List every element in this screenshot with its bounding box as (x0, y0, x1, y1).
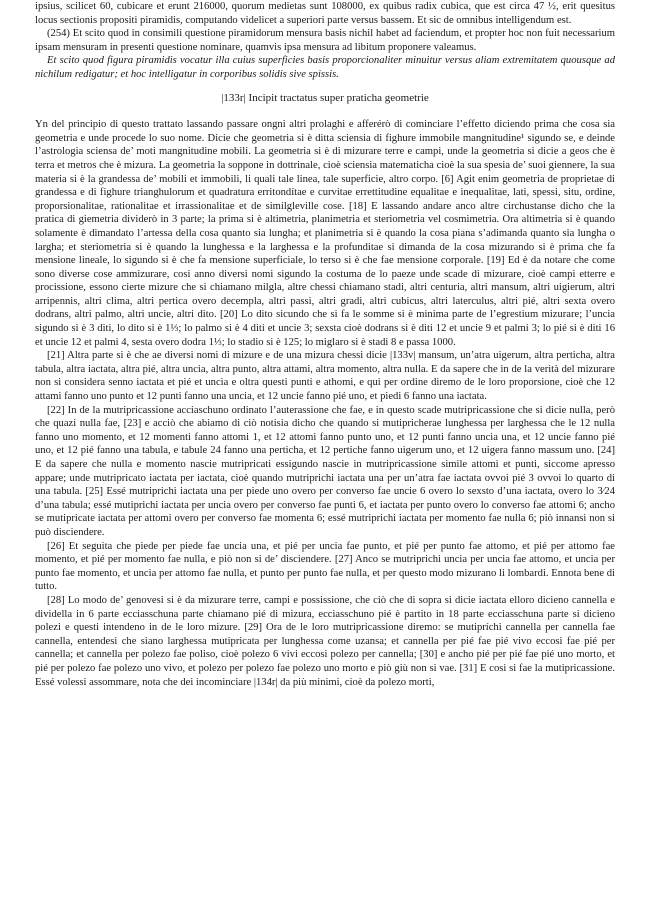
paragraph-26: [26] Et seguita che piede per piede fae uncia una, et pié per uncia fae punto, et pié per punto fae attomo, et pié per attomo fae momento, et pié per momento fae nulla, e piò non si de’ disciendere. [27] Anco se mutriprichi uncia per uncia fae attomo, et uncia per punto fae momento, et uncia per attomo fae nulla, et punto per punto fae nulla, et per questo modo mizurano li lombardi. Ennota bene di tutto. (35, 540, 615, 593)
paragraph-254: (254) Et scito quod in consimili questione piramidorum mensura basis nichil habet ad faciendum, et propter hoc non fuit necessarium ipsam mensuram in presenti questione nominare, quamvis ipsa mensura ad libitum proponere valeamus. (35, 28, 615, 53)
document-page (35, 0, 615, 689)
paragraph-intro: Yn del principio di questo trattato lassando passare ongni altri prolaghi e afferérò di cominciare l’effetto diciendo prima che cosa sia geometria e unde procede lo suo nome. Dicie che geometria si è ditta sciensia di fighure immobile mangnitudine¹ sigundo se, e deinde l’astrologia sciensa de’ moti mangnitudine mobili. La geometria si è di mizurare terre e campi, unde la geometria si dicie a geos che è terra et metros che è mizura. La geometria la soppone in dottrinale, cioè sciensia matematicha cioè la sua spesia de’ suoi giennere, la sua materia si è la grandessa de’ mobili et immobili, li quali tale linea, tale superficie, altro corpo. [6] Agit enim geometria de proprietae di grandessa e di fighure trianghulorum et quadratura erritondítae e curvitae errettitudine equalitae e inequalitae, lati, spessi, situ, ordine, proporsionalitae, rationalitae et irrassionalitae et de similgleville cose. [18] E lassando andare anco altre circhustanse dicho che la pratica di giemetria dividerò in 3 parte; la prima si è altimetria, planimetria et steriometria vel cosmimetria. Ora altimetria si è quando solamente è dimandato l’artessa della cosa quanto sia lungha; et planimetria si è quando la cosa piana s’adimanda quanto sia lungha o largha; et steriometria si è quando la lunghessa e la larghessa e la profunditae si dimanda de la cosa mizurando si è prima che fa mensione lineale, lo sigundo si è che fa mensione superficiale, lo terso si è che fae mensione corporale. [19] Ed è da notare che come sono diverse cose ammizurare, cosi anno diversi nomi sigundo la costuma de lo paeze unde scade di mizurare, cioè campi etterre e procissione, essono cierte mizure che si chiamano milgla, altre chessi chiamano stadi, altri centuria, altri mansum, altri uigierum, altri arripennis, altri clima, altri pertica overo decempla, altri passi, altri gradi, altri cubicus, altri laterculus, altri pié, altri sexta overo dodrans, altri palmo, altri uncie, altri dito. [20] Lo dito sicundo che si fa le somme si è minima parte de l’egrestium mizurare; l’uncia sigundo si è 3 diti, lo dito si è 1⅓; lo palmo si è 4 diti et uncie 3; sexsta cioè dodrans si è diti 12 et uncie 9 et palmi 3; lo pié si è diti 16 et uncie 12 et palmi 4, sesta overo dodra 1⅓; lo stadio si è 125; lo miglaro si è stadi 8 e passa 1000. (35, 119, 615, 348)
paragraph-1: ipsius, scilicet 60, cubicare et erunt 216000, quorum medietas sunt 108000, ex quibus radix cubica, que est circa 47 ½, erit quesitus locus sectionis propositi piramidis, computando videlicet a superiori parte versus bassem. Et sic de omnibus intelligendum est. (35, 1, 615, 26)
italic-note: Et scito quod figura piramidis vocatur illa cuius superficies basis proporcionaliter minuitur versus aliam extremitatem quousque ad nichilum redigatur; et hoc intelligatur in corporibus solidis sive spissis. (35, 55, 615, 80)
section-heading: |133r| Incipit tractatus super praticha geometrie (221, 91, 429, 104)
paragraph-28: [28] Lo modo de’ genovesi si è da mizurare terre, campi e possissione, che ciò che di sopra si dicie iactata elloro dicieno cannella e dividella in 6 parte ecciasschuna parte chiamano pié di mizura, ecciasschuno pié è partito in 18 parte ecciasschuna parte si dicieno polezi e questi intendeno in de le loro mizure. [29] Ora de le loro mutripricassione diremo: se mutipríchi cannella per cannella fae cannella, entendesi che siano larghessa mutipricata per lunghessa come uzansa; et cannella per pié fae pié vivo eccosi fae pié per cannella; et cannella per polezo fae poliso, cioè polezo 6 vivi eccosi polezo per cannella; [30] e ancho pié per pié fae pié uno morto, et pié per polezo fae polezo uno vivo, et polezo per polezo fae polezo uno morto e piò giù non si vae. [31] E cosi si fae la mutipricassione. Essé volessi assommare, nota che dei incominciare |134r| da più minimi, cioè da polezo morti, (35, 594, 615, 688)
paragraph-21: [21] Altra parte si è che ae diversi nomi di mizure e de una mizura chessi dicie |133v| mansum, un’atra uigerum, altra perticha, altra tabula, altra iactata, altra pié, altra uncia, altra punto, altra attami, altra momento, altra nulla. E da sapere che in de la verità del mizurare non si considera senno iactata et pié et uncia e oltra questi punti e athomi, e qui per ordine diremo de le loro proporsione, cioè che 12 attami fanno uno punto et 12 punti fanno una uncia, et 12 uncie fanno pié uno, et piedi 6 fanno una iactata. (35, 350, 615, 403)
paragraph-22: [22] In de la mutripricassione acciaschuno ordinato l’auterassione che fae, e in questo scade mutripricassione che si dicie nulla, però che quazi nulla fae, [23] e acciò che abiamo di ciò notisia dicho che quando si mutipricherae lunghessa per larghessa che le 12 nulla fanno uno momento, et 12 momenti fanno attomi 1, et 12 attomi fanno punto uno, et 12 punti fanno uncia una, et 12 uncie fanno pié uno, et 12 pié fanno una tabula, e tabule 24 fanno una perticha, et 12 pertiche fanno uigerum uno, et 12 uigera fanno massum uno. [24] E da sapere che nulla e momento nascie mutripricati essigundo nascie in mutripricassione simile attomi et punti, siccome apresso appare; unde mutripricato iactata per iactata, cioè quando mutriprichi iactata una per un’atra fae iactata ovvoi pié 3 ovvoi lo quarto di una tabula. [25] Essé mutriprichi iactata una per piede uno overo per converso fae uncie 6 overo lo sexsto d’una iactata, overo lo 3⁄24 d’una tabula; essé mutiprichi iactata per uncia overo per converso fae punti 6, et iactata per punto overo lo converso fae attomi 6; ancho se mutipricate iactata per attomi overo per converso fae momenta 6; essé mutriprichi iactata per momento fae nulla 6; piò innansi non si può disciendere. (35, 404, 615, 538)
